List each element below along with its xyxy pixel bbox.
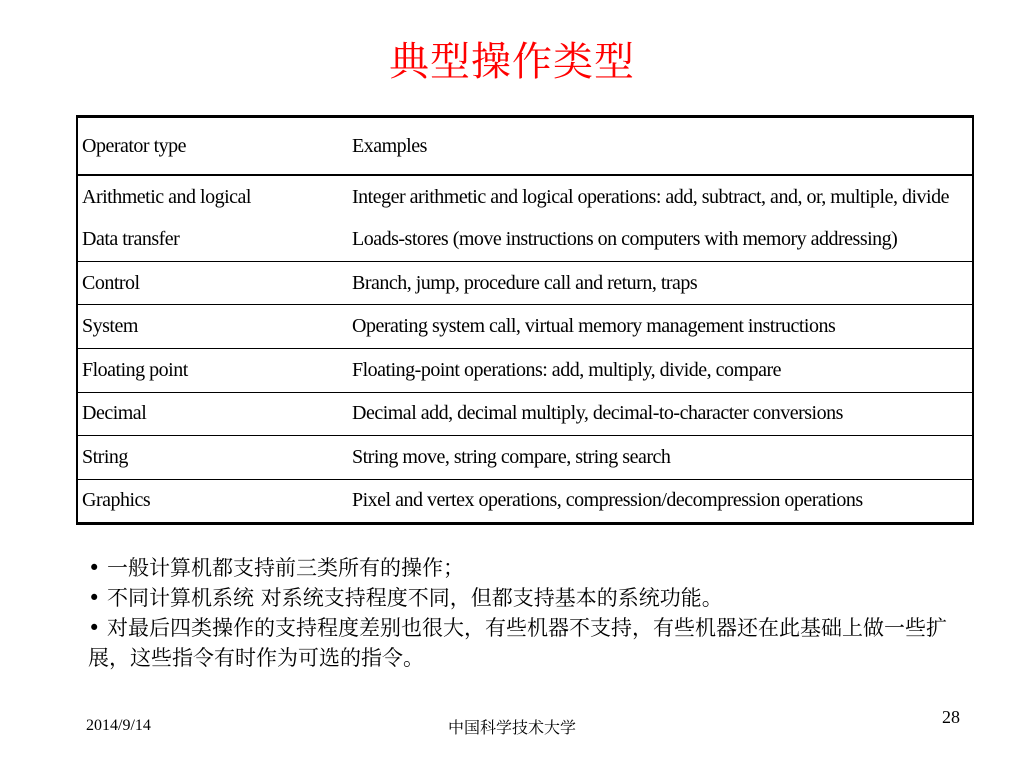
bullet-note: • 对最后四类操作的支持程度差别也很大，有些机器不支持，有些机器还在此基础上做一些扩展，这些指令有时作为可选的指令。 [88,616,948,670]
bullet-note: • 不同计算机系统 对系统支持程度不同，但都支持基本的系统功能。 [88,586,723,610]
table-row [78,305,972,349]
operator-type-cell: Data transfer [82,228,180,251]
operator-type-cell: Graphics [78,479,348,522]
table-row [78,479,972,522]
slide-title: 典型操作类型 [389,39,635,85]
page-number: 28 [942,707,960,727]
operator-type-cell: Control [78,261,348,305]
examples-cell: Decimal add, decimal multiply, decimal-to-character conversions [348,392,972,436]
operator-type-cell: Floating point [78,348,348,392]
bullet-notes [88,553,968,673]
operator-type-cell: String [78,436,348,480]
examples-cell: Loads-stores (move instructions on computers with memory addressing) [352,228,898,251]
operator-type-cell: Arithmetic and logical [78,175,348,219]
examples-cell: Branch, jump, procedure call and return, traps [348,261,972,305]
examples-cell: String move, string compare, string search [348,436,972,480]
table-row [78,348,972,392]
examples-cell: Pixel and vertex operations, compression/decompression operations [348,479,972,522]
examples-cell: Floating-point operations: add, multiply, divide, compare [348,348,972,392]
operator-type-cell: Decimal [78,392,348,436]
operator-type-cell: System [78,305,348,349]
footer-date: 2014/9/14 [86,717,151,734]
table-row [78,436,972,480]
examples-cell: Integer arithmetic and logical operations: add, subtract, and, or, multiple, divide [348,175,972,219]
footer-institution: 中国科学技术大学 [447,718,576,737]
header-operator-type: Operator type [78,118,348,175]
operator-table-grid [78,118,972,522]
table-header-row [78,118,972,175]
table-row [78,261,972,305]
table-row [78,219,972,262]
examples-cell: Operating system call, virtual memory management instructions [348,305,972,349]
operator-type-table [76,115,974,525]
bullet-note: • 一般计算机都支持前三类所有的操作； [88,556,465,580]
table-row [78,175,972,219]
table-row [78,392,972,436]
header-examples: Examples [348,118,972,175]
